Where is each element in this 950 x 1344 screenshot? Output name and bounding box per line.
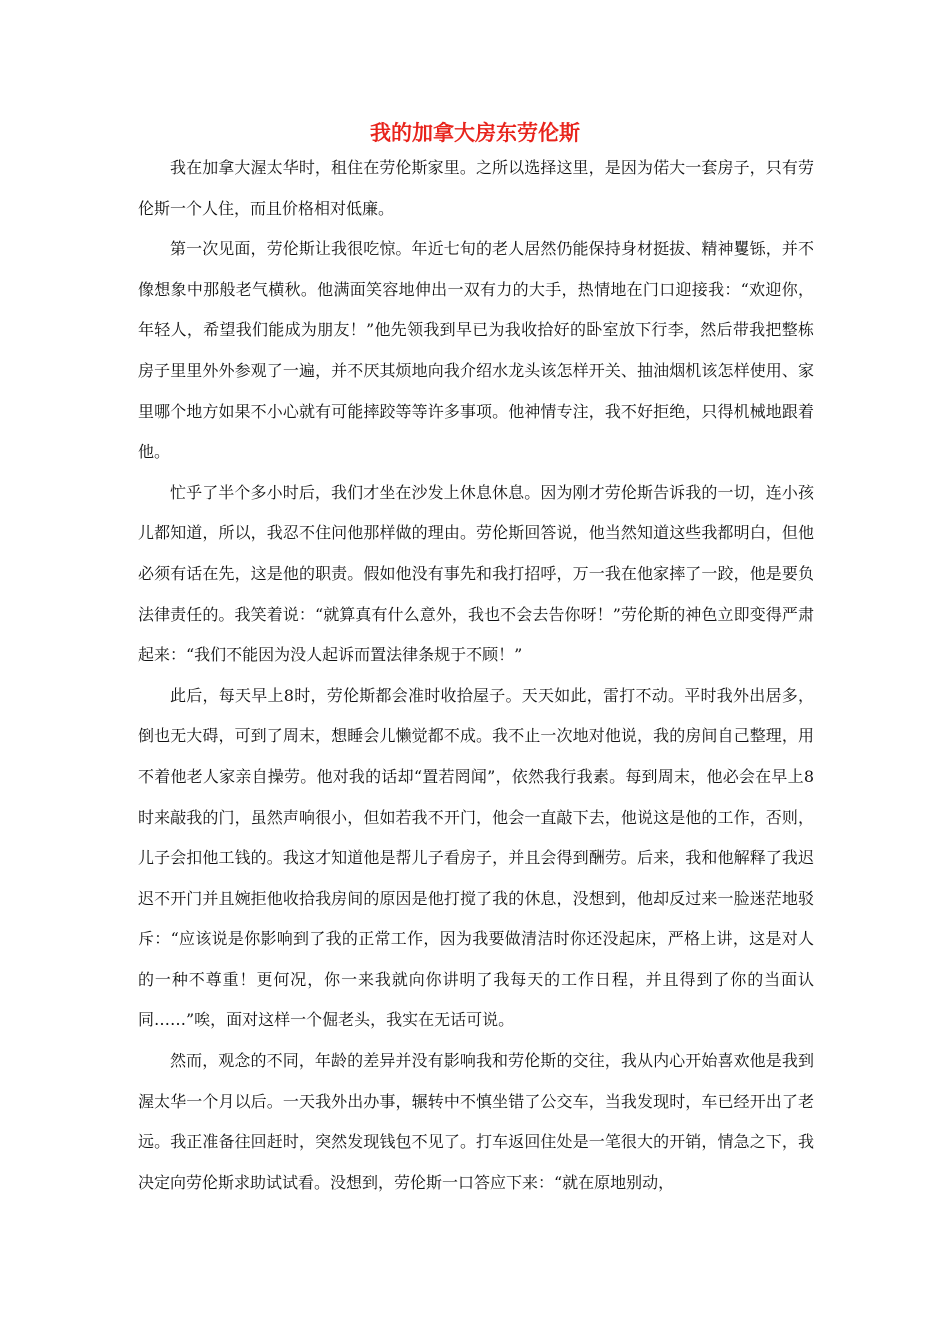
paragraph-1: 我在加拿大渥太华时，租住在劳伦斯家里。之所以选择这里，是因为偌大一套房子，只有劳伦斯一个人住，而且价格相对低廉。 [138,158,814,218]
paragraph-4: 此后，每天早上8时，劳伦斯都会准时收拾屋子。天天如此，雷打不动。平时我外出居多，倒也无大碍，可到了周末，想睡会儿懒觉都不成。我不止一次地对他说，我的房间自己整理，用不着他老人家亲自操劳。他对我的话却“置若罔闻”，依然我行我素。每到周末，他必会在早上8时来敲我的门，虽然声响很小，但如若我不开门，他会一直敲下去，他说这是他的工作，否则，儿子会扣他工钱的。我这才知道他是帮儿子看房子，并且会得到酬劳。后来，我和他解释了我迟迟不开门并且婉拒他收拾我房间的原因是他打搅了我的休息，没想到，他却反过来一脸迷茫地驳斥：“应该说是你影响到了我的正常工作，因为我要做清洁时你还没起床，严格上讲，这是对人的一种不尊重！更何况，你一来我就向你讲明了我每天的工作日程，并且得到了你的当面认同……”唉，面对这样一个倔老头，我实在无话可说。 [138,685,814,1030]
paragraph-2: 第一次见面，劳伦斯让我很吃惊。年近七旬的老人居然仍能保持身材挺拔、精神矍铄，并不像想象中那般老气横秋。他满面笑容地伸出一双有力的大手，热情地在门口迎接我：“欢迎你，年轻人，希望我们能成为朋友！”他先领我到早已为我收拾好的卧室放下行李，然后带我把整栋房子里里外外参观了一遍，并不厌其烦地向我介绍水龙头该怎样开关、抽油烟机该怎样使用、家里哪个地方如果不小心就有可能摔跤等等许多事项。他神情专注，我不好拒绝，只得机械地跟着他。 [138,239,814,462]
paragraph-5: 然而，观念的不同，年龄的差异并没有影响我和劳伦斯的交往，我从内心开始喜欢他是我到渥太华一个月以后。一天我外出办事，辗转中不慎坐错了公交车，当我发现时，车已经开出了老远。我正准备往回赶时，突然发现钱包不见了。打车返回住处是一笔很大的开销，情急之下，我决定向劳伦斯求助试试看。没想到，劳伦斯一口答应下来：“就在原地别动， [138,1051,814,1192]
article-title: 我的加拿大房东劳伦斯 [370,120,580,145]
paragraph-3: 忙乎了半个多小时后，我们才坐在沙发上休息休息。因为刚才劳伦斯告诉我的一切，连小孩儿都知道，所以，我忍不住问他那样做的理由。劳伦斯回答说，他当然知道这些我都明白，但他必须有话在先，这是他的职责。假如他没有事先和我打招呼，万一我在他家摔了一跤，他是要负法律责任的。我笑着说：“就算真有什么意外，我也不会去告你呀！”劳伦斯的神色立即变得严肃起来：“我们不能因为没人起诉而置法律条规于不顾！” [138,482,814,665]
article-body [138,148,814,1203]
